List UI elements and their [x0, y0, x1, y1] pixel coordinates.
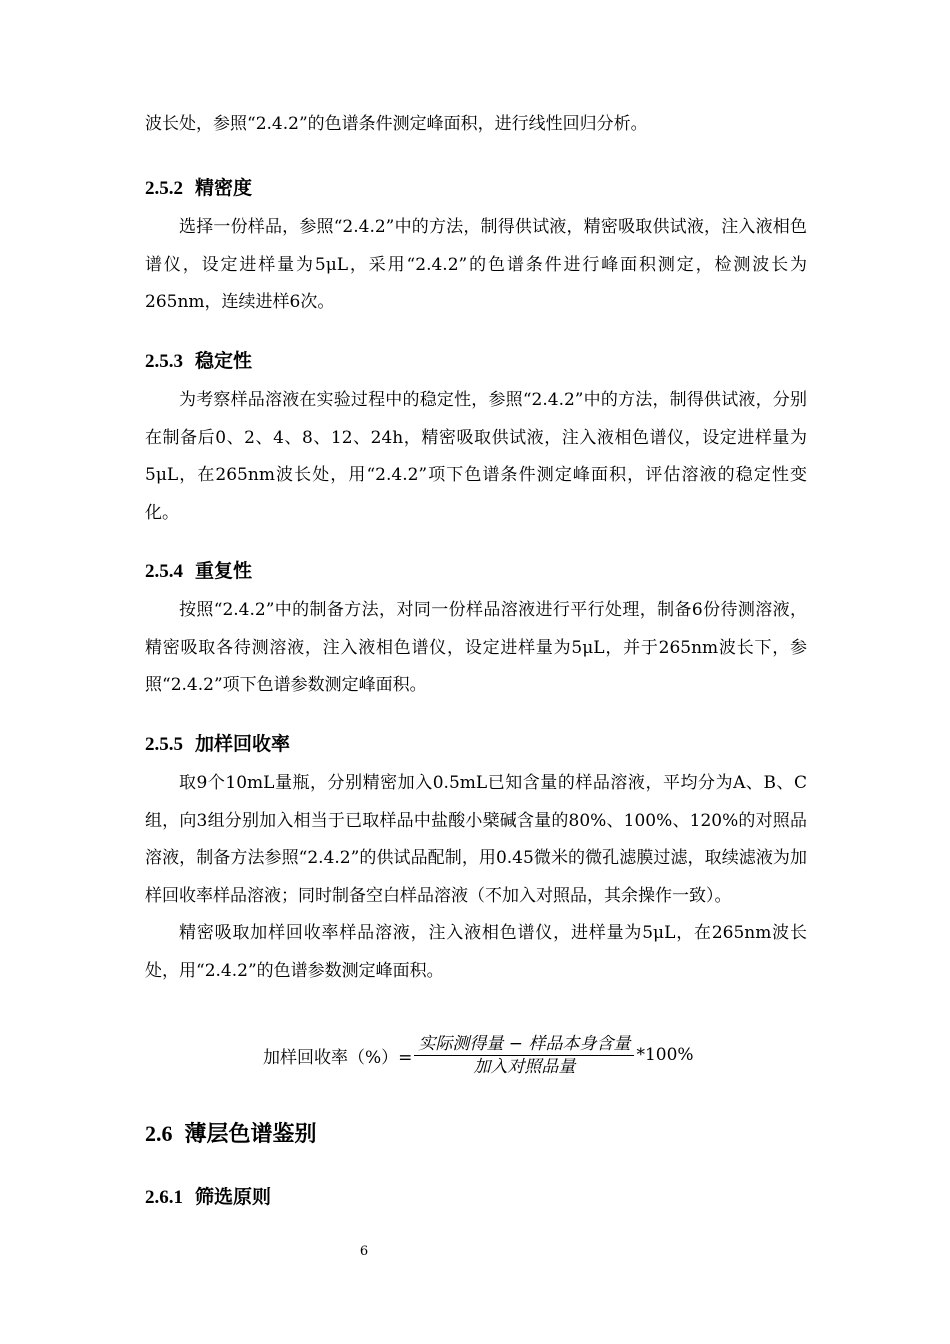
formula-lhs: 加样回收率（%）=: [263, 1047, 413, 1068]
heading-number: 2.5.2: [145, 178, 183, 199]
paragraph-recovery: [145, 765, 807, 990]
paragraph-recovery-text-1: 取9个10mL量瓶，分别精密加入0.5mL已知含量的样品溶液，平均分为A、B、C组，向3组分别加入相当于已取样品中盐酸小檗碱含量的80%、100%、120%的对照品溶液，制备方法参照“2.4.2”的供试品配制，用0.45微米的微孔滤膜过滤，取续滤液为加样回收率样品溶液；同时制备空白样品溶液（不加入对照品，其余操作一致）。: [145, 773, 807, 906]
heading-2-5-4: [145, 556, 252, 583]
heading-number: 2.6: [145, 1121, 173, 1146]
formula-fraction: [414, 1033, 634, 1078]
heading-text: 薄层色谱鉴别: [184, 1122, 317, 1147]
heading-2-5-2: [145, 173, 252, 200]
paragraph-recovery-text-2: 精密吸取加样回收率样品溶液，注入液相色谱仪，进样量为5μL，在265nm波长处，用“2.4.2”的色谱参数测定峰面积。: [145, 923, 807, 981]
heading-text: 精密度: [195, 177, 253, 199]
formula-rhs: *100%: [636, 1045, 694, 1065]
paragraph-intro: [145, 106, 807, 144]
paragraph-intro-text: 波长处，参照“2.4.2”的色谱条件测定峰面积，进行线性回归分析。: [145, 114, 648, 134]
heading-number: 2.5.5: [145, 734, 183, 755]
formula-denominator: 加入对照品量: [473, 1056, 576, 1077]
paragraph-stability: [145, 382, 807, 532]
paragraph-stability-text: 为考察样品溶液在实验过程中的稳定性，参照“2.4.2”中的方法，制得供试液，分别在制备后0、2、4、8、12、24h，精密吸取供试液，注入液相色谱仪，设定进样量为5μL，在265nm波长处，用“2.4.2”项下色谱条件测定峰面积，评估溶液的稳定性变化。: [145, 390, 807, 523]
heading-number: 2.6.1: [145, 1187, 183, 1208]
heading-text: 筛选原则: [195, 1186, 272, 1208]
formula-numerator: 实际测得量 − 样品本身含量: [418, 1033, 631, 1054]
heading-text: 加样回收率: [195, 733, 291, 755]
paragraph-precision-text: 选择一份样品，参照“2.4.2”中的方法，制得供试液，精密吸取供试液，注入液相色谱仪，设定进样量为5μL，采用“2.4.2”的色谱条件进行峰面积测定，检测波长为265nm，连续进样6次。: [145, 217, 807, 312]
paragraph-repeatability: [145, 592, 807, 705]
paragraph-repeatability-text: 按照“2.4.2”中的制备方法，对同一份样品溶液进行平行处理，制备6份待测溶液，精密吸取各待测溶液，注入液相色谱仪，设定进样量为5μL，并于265nm波长下，参照“2.4.2”项下色谱参数测定峰面积。: [145, 600, 807, 695]
heading-number: 2.5.3: [145, 351, 183, 372]
page-number: 6: [359, 1244, 369, 1259]
heading-text: 稳定性: [195, 350, 253, 372]
heading-2-6-1: [145, 1182, 271, 1209]
paragraph-precision: [145, 209, 807, 322]
heading-text: 重复性: [195, 560, 253, 582]
heading-number: 2.5.4: [145, 561, 183, 582]
heading-2-5-3: [145, 346, 252, 373]
recovery-formula: [263, 1030, 694, 1080]
heading-2-6: [145, 1117, 317, 1148]
heading-2-5-5: [145, 729, 290, 756]
